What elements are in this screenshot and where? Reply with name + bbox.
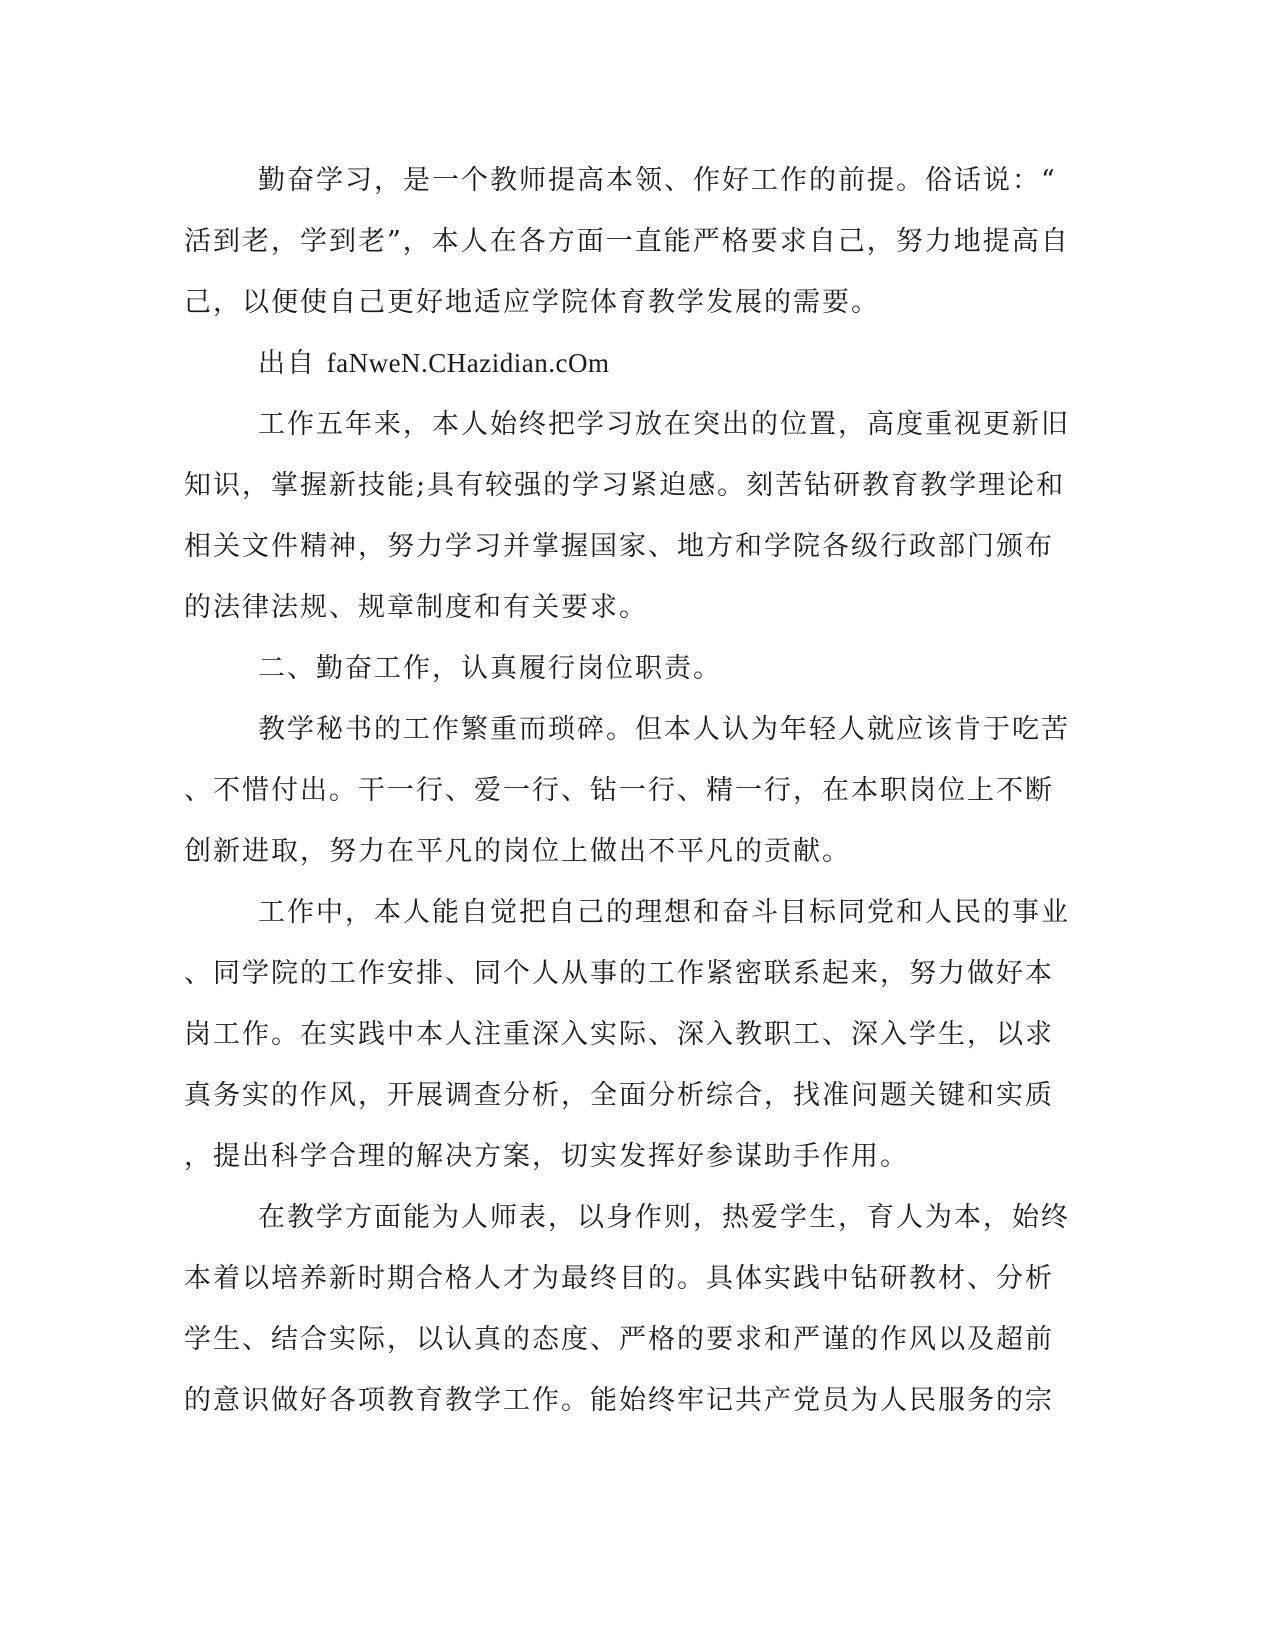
paragraph-study	[184, 150, 1070, 333]
paragraph-work	[184, 882, 1070, 1187]
text-line: 相关文件精神，努力学习并掌握国家、地方和学院各级行政部门颁布	[184, 531, 1054, 562]
source-attribution	[184, 333, 1044, 394]
text-line: 活到老，学到老”，本人在各方面一直能严格要求自己，努力地提高自	[184, 226, 1070, 257]
text-line: 二、勤奋工作，认真履行岗位职责。	[258, 653, 722, 684]
text-line: 工作中，本人能自觉把自己的理想和奋斗目标同党和人民的事业	[258, 897, 1070, 928]
text-line: 岗工作。在实践中本人注重深入实际、深入教职工、深入学生，以求	[184, 1019, 1054, 1050]
text-line: 在教学方面能为人师表，以身作则，热爱学生，育人为本，始终	[258, 1202, 1070, 1233]
text-line: 的法律法规、规章制度和有关要求。	[184, 592, 648, 623]
text-line: 己，以便使自己更好地适应学院体育教学发展的需要。	[184, 287, 880, 318]
section-heading	[184, 638, 1044, 699]
paragraph-five-years	[184, 394, 1070, 638]
text-line: 工作五年来，本人始终把学习放在突出的位置，高度重视更新旧	[258, 409, 1070, 440]
text-line: 真务实的作风，开展调查分析，全面分析综合，找准问题关键和实质	[184, 1080, 1054, 1111]
text-line: 的意识做好各项教育教学工作。能始终牢记共产党员为人民服务的宗	[184, 1385, 1054, 1416]
text-line: 本着以培养新时期合格人才为最终目的。具体实践中钻研教材、分析	[184, 1263, 1054, 1294]
text-line: 、同学院的工作安排、同个人从事的工作紧密联系起来，努力做好本	[184, 958, 1054, 989]
text-line: 知识，掌握新技能;具有较强的学习紧迫感。刻苦钻研教育教学理论和	[184, 470, 1066, 501]
source-url-text: faNweN.CHazidian.cOm	[326, 348, 610, 378]
text-line: ，提出科学合理的解决方案，切实发挥好参谋助手作用。	[184, 1141, 909, 1172]
paragraph-teaching	[184, 1187, 1070, 1431]
source-prefix: 出自	[258, 348, 327, 379]
text-line: 创新进取，努力在平凡的岗位上做出不平凡的贡献。	[184, 836, 851, 867]
text-line: 学生、结合实际，以认真的态度、严格的要求和严谨的作风以及超前	[184, 1324, 1054, 1355]
text-line: 教学秘书的工作繁重而琐碎。但本人认为年轻人就应该肯于吃苦	[258, 714, 1070, 745]
document-body	[184, 150, 1070, 1431]
paragraph-secretary	[184, 699, 1070, 882]
text-line: 勤奋学习，是一个教师提高本领、作好工作的前提。俗话说：“	[258, 165, 1057, 196]
text-line: 、不惜付出。干一行、爱一行、钻一行、精一行，在本职岗位上不断	[184, 775, 1054, 806]
